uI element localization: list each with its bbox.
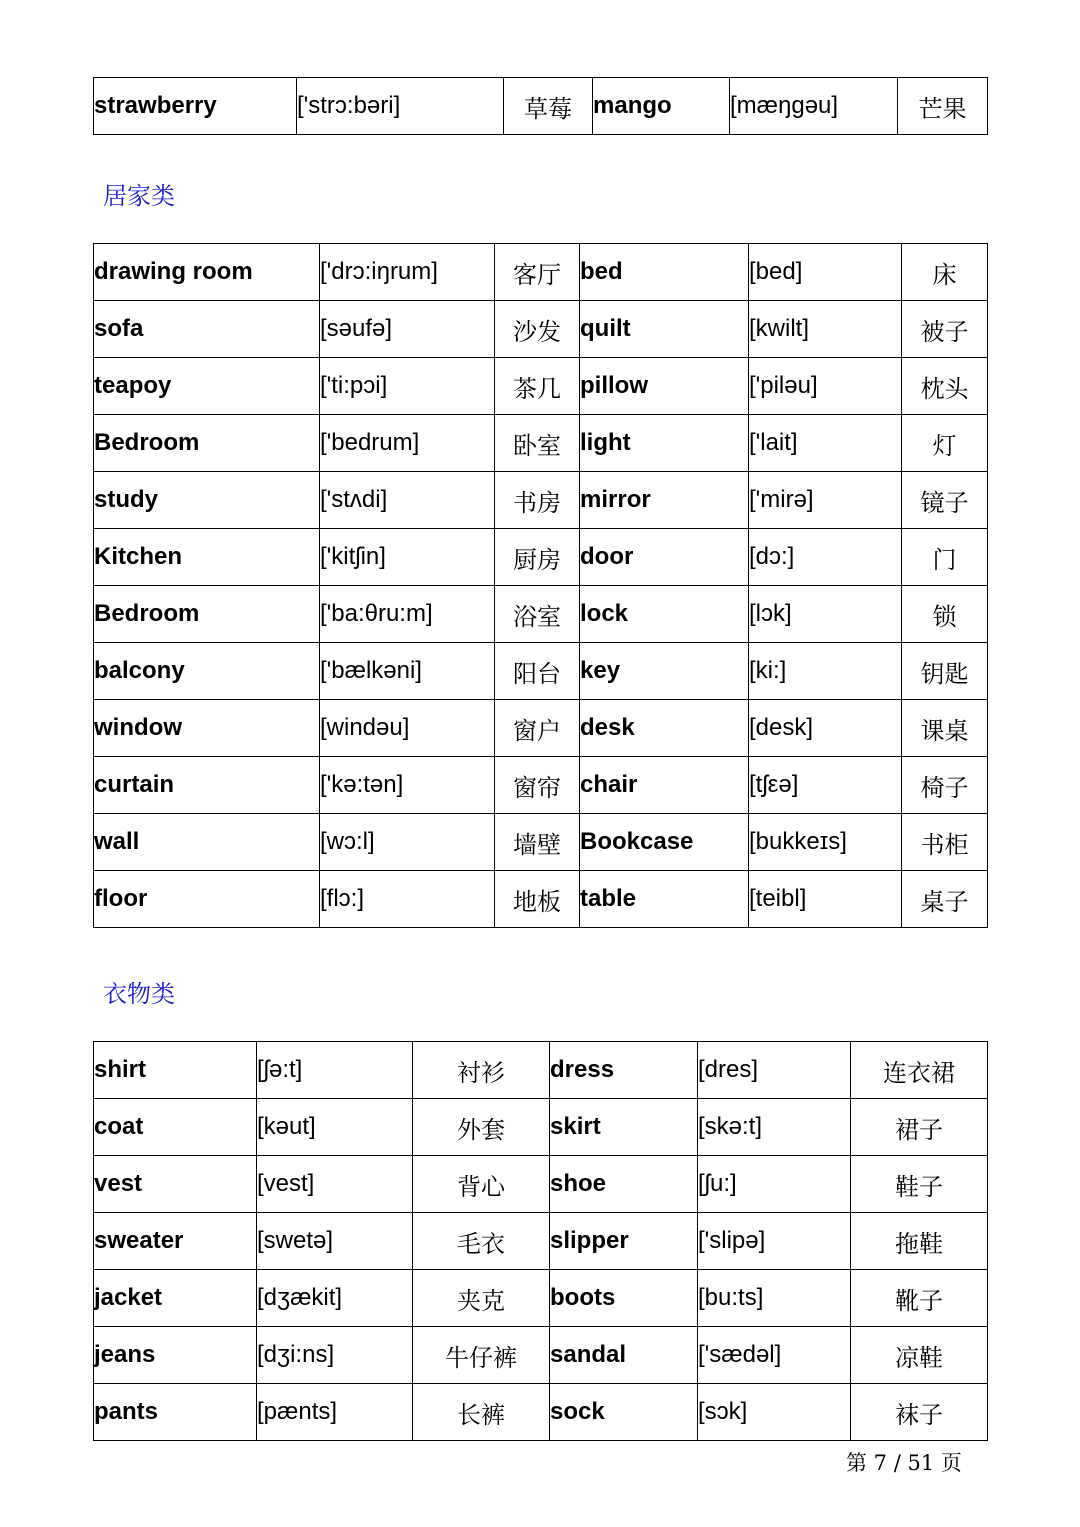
chinese-meaning-cell: 厨房	[495, 529, 580, 586]
fruit-vocab-table	[93, 77, 988, 135]
table-row	[94, 871, 988, 928]
chinese-meaning-cell: 茶几	[495, 358, 580, 415]
english-word-cell: mirror	[580, 472, 749, 529]
page-number: 第 7 / 51 页	[846, 1451, 962, 1475]
phonetic-cell: [ʃə:t]	[257, 1042, 413, 1099]
chinese-meaning-cell: 靴子	[851, 1270, 988, 1327]
english-word-cell: table	[580, 871, 749, 928]
section-title-clothes: 衣物类	[103, 980, 175, 1008]
phonetic-cell: ['strɔ:bəri]	[297, 78, 504, 135]
chinese-meaning-cell: 客厅	[495, 244, 580, 301]
english-word-cell: bed	[580, 244, 749, 301]
phonetic-cell: ['ti:pɔi]	[320, 358, 495, 415]
english-word-cell: sock	[550, 1384, 698, 1441]
phonetic-cell: [tʃεə]	[749, 757, 902, 814]
english-word-cell: jeans	[94, 1327, 257, 1384]
chinese-meaning-cell: 毛衣	[413, 1213, 550, 1270]
english-word-cell: light	[580, 415, 749, 472]
chinese-meaning-cell: 地板	[495, 871, 580, 928]
chinese-meaning-cell: 沙发	[495, 301, 580, 358]
chinese-meaning-cell: 灯	[902, 415, 988, 472]
phonetic-cell: ['piləu]	[749, 358, 902, 415]
english-word-cell: study	[94, 472, 320, 529]
english-word-cell: shoe	[550, 1156, 698, 1213]
phonetic-cell: ['bælkəni]	[320, 643, 495, 700]
english-word-cell: teapoy	[94, 358, 320, 415]
chinese-meaning-cell: 窗帘	[495, 757, 580, 814]
chinese-meaning-cell: 镜子	[902, 472, 988, 529]
table-row	[94, 472, 988, 529]
phonetic-cell: [dres]	[698, 1042, 851, 1099]
english-word-cell: window	[94, 700, 320, 757]
table-row	[94, 1099, 988, 1156]
phonetic-cell: [pænts]	[257, 1384, 413, 1441]
table-row	[94, 700, 988, 757]
chinese-meaning-cell: 被子	[902, 301, 988, 358]
table-row	[94, 358, 988, 415]
table-row	[94, 757, 988, 814]
phonetic-cell: [bu:ts]	[698, 1270, 851, 1327]
phonetic-cell: ['drɔ:iŋrum]	[320, 244, 495, 301]
english-word-cell: dress	[550, 1042, 698, 1099]
chinese-meaning-cell: 窗户	[495, 700, 580, 757]
chinese-meaning-cell: 钥匙	[902, 643, 988, 700]
chinese-meaning-cell: 凉鞋	[851, 1327, 988, 1384]
chinese-meaning-cell: 浴室	[495, 586, 580, 643]
phonetic-cell: ['slipə]	[698, 1213, 851, 1270]
phonetic-cell: [flɔ:]	[320, 871, 495, 928]
phonetic-cell: [skə:t]	[698, 1099, 851, 1156]
english-word-cell: wall	[94, 814, 320, 871]
phonetic-cell: ['bedrum]	[320, 415, 495, 472]
english-word-cell: floor	[94, 871, 320, 928]
chinese-meaning-cell: 拖鞋	[851, 1213, 988, 1270]
phonetic-cell: [səufə]	[320, 301, 495, 358]
chinese-meaning-cell: 椅子	[902, 757, 988, 814]
chinese-meaning-cell: 床	[902, 244, 988, 301]
english-word-cell: vest	[94, 1156, 257, 1213]
phonetic-cell: [ʃu:]	[698, 1156, 851, 1213]
chinese-meaning-cell: 桌子	[902, 871, 988, 928]
english-word-cell: Bedroom	[94, 586, 320, 643]
clothes-table-body	[94, 1042, 988, 1441]
phonetic-cell: ['kitʃin]	[320, 529, 495, 586]
chinese-meaning-cell: 长裤	[413, 1384, 550, 1441]
phonetic-cell: ['lait]	[749, 415, 902, 472]
home-vocab-table	[93, 243, 988, 928]
english-word-cell: drawing room	[94, 244, 320, 301]
phonetic-cell: ['ba:θru:m]	[320, 586, 495, 643]
english-word-cell: door	[580, 529, 749, 586]
english-word-cell: pillow	[580, 358, 749, 415]
english-word-cell: pants	[94, 1384, 257, 1441]
chinese-meaning-cell: 门	[902, 529, 988, 586]
home-table-body	[94, 244, 988, 928]
chinese-meaning-cell: 书柜	[902, 814, 988, 871]
chinese-meaning-cell: 阳台	[495, 643, 580, 700]
phonetic-cell: [dɔ:]	[749, 529, 902, 586]
english-word-cell: skirt	[550, 1099, 698, 1156]
english-word-cell: strawberry	[94, 78, 297, 135]
english-word-cell: key	[580, 643, 749, 700]
chinese-meaning-cell: 枕头	[902, 358, 988, 415]
english-word-cell: lock	[580, 586, 749, 643]
phonetic-cell: [lɔk]	[749, 586, 902, 643]
phonetic-cell: [desk]	[749, 700, 902, 757]
table-row	[94, 529, 988, 586]
english-word-cell: coat	[94, 1099, 257, 1156]
phonetic-cell: [wɔ:l]	[320, 814, 495, 871]
table-row	[94, 1270, 988, 1327]
phonetic-cell: [ki:]	[749, 643, 902, 700]
english-word-cell: balcony	[94, 643, 320, 700]
chinese-meaning-cell: 墙壁	[495, 814, 580, 871]
chinese-meaning-cell: 袜子	[851, 1384, 988, 1441]
table-row	[94, 1213, 988, 1270]
phonetic-cell: ['kə:tən]	[320, 757, 495, 814]
phonetic-cell: [mæŋgəu]	[730, 78, 898, 135]
section-title-home: 居家类	[103, 182, 175, 210]
clothes-vocab-table	[93, 1041, 988, 1441]
english-word-cell: Bedroom	[94, 415, 320, 472]
phonetic-cell: [vest]	[257, 1156, 413, 1213]
english-word-cell: curtain	[94, 757, 320, 814]
chinese-meaning-cell: 背心	[413, 1156, 550, 1213]
table-row	[94, 814, 988, 871]
chinese-meaning-cell: 裙子	[851, 1099, 988, 1156]
phonetic-cell: [bukkeɪs]	[749, 814, 902, 871]
table-row	[94, 244, 988, 301]
english-word-cell: mango	[593, 78, 730, 135]
chinese-meaning-cell: 课桌	[902, 700, 988, 757]
phonetic-cell: [swetə]	[257, 1213, 413, 1270]
chinese-meaning-cell: 牛仔裤	[413, 1327, 550, 1384]
fruit-table-body	[94, 78, 988, 135]
chinese-meaning-cell: 书房	[495, 472, 580, 529]
phonetic-cell: [dʒi:ns]	[257, 1327, 413, 1384]
english-word-cell: desk	[580, 700, 749, 757]
english-word-cell: Kitchen	[94, 529, 320, 586]
table-row	[94, 415, 988, 472]
phonetic-cell: [bed]	[749, 244, 902, 301]
english-word-cell: sandal	[550, 1327, 698, 1384]
chinese-meaning-cell: 鞋子	[851, 1156, 988, 1213]
chinese-meaning-cell: 外套	[413, 1099, 550, 1156]
phonetic-cell: [dʒækit]	[257, 1270, 413, 1327]
chinese-meaning-cell: 衬衫	[413, 1042, 550, 1099]
phonetic-cell: [kəut]	[257, 1099, 413, 1156]
table-row	[94, 1156, 988, 1213]
english-word-cell: quilt	[580, 301, 749, 358]
table-row	[94, 1384, 988, 1441]
phonetic-cell: [windəu]	[320, 700, 495, 757]
chinese-meaning-cell: 锁	[902, 586, 988, 643]
table-row	[94, 1327, 988, 1384]
phonetic-cell: ['sædəl]	[698, 1327, 851, 1384]
table-row	[94, 586, 988, 643]
phonetic-cell: ['stʌdi]	[320, 472, 495, 529]
table-row	[94, 301, 988, 358]
english-word-cell: sweater	[94, 1213, 257, 1270]
phonetic-cell: [kwilt]	[749, 301, 902, 358]
chinese-meaning-cell: 连衣裙	[851, 1042, 988, 1099]
english-word-cell: jacket	[94, 1270, 257, 1327]
english-word-cell: boots	[550, 1270, 698, 1327]
chinese-meaning-cell: 芒果	[898, 78, 988, 135]
english-word-cell: slipper	[550, 1213, 698, 1270]
phonetic-cell: [teibl]	[749, 871, 902, 928]
english-word-cell: chair	[580, 757, 749, 814]
table-row	[94, 1042, 988, 1099]
chinese-meaning-cell: 草莓	[504, 78, 593, 135]
english-word-cell: sofa	[94, 301, 320, 358]
table-row	[94, 78, 988, 135]
table-row	[94, 643, 988, 700]
phonetic-cell: ['mirə]	[749, 472, 902, 529]
phonetic-cell: [sɔk]	[698, 1384, 851, 1441]
english-word-cell: Bookcase	[580, 814, 749, 871]
chinese-meaning-cell: 卧室	[495, 415, 580, 472]
chinese-meaning-cell: 夹克	[413, 1270, 550, 1327]
english-word-cell: shirt	[94, 1042, 257, 1099]
